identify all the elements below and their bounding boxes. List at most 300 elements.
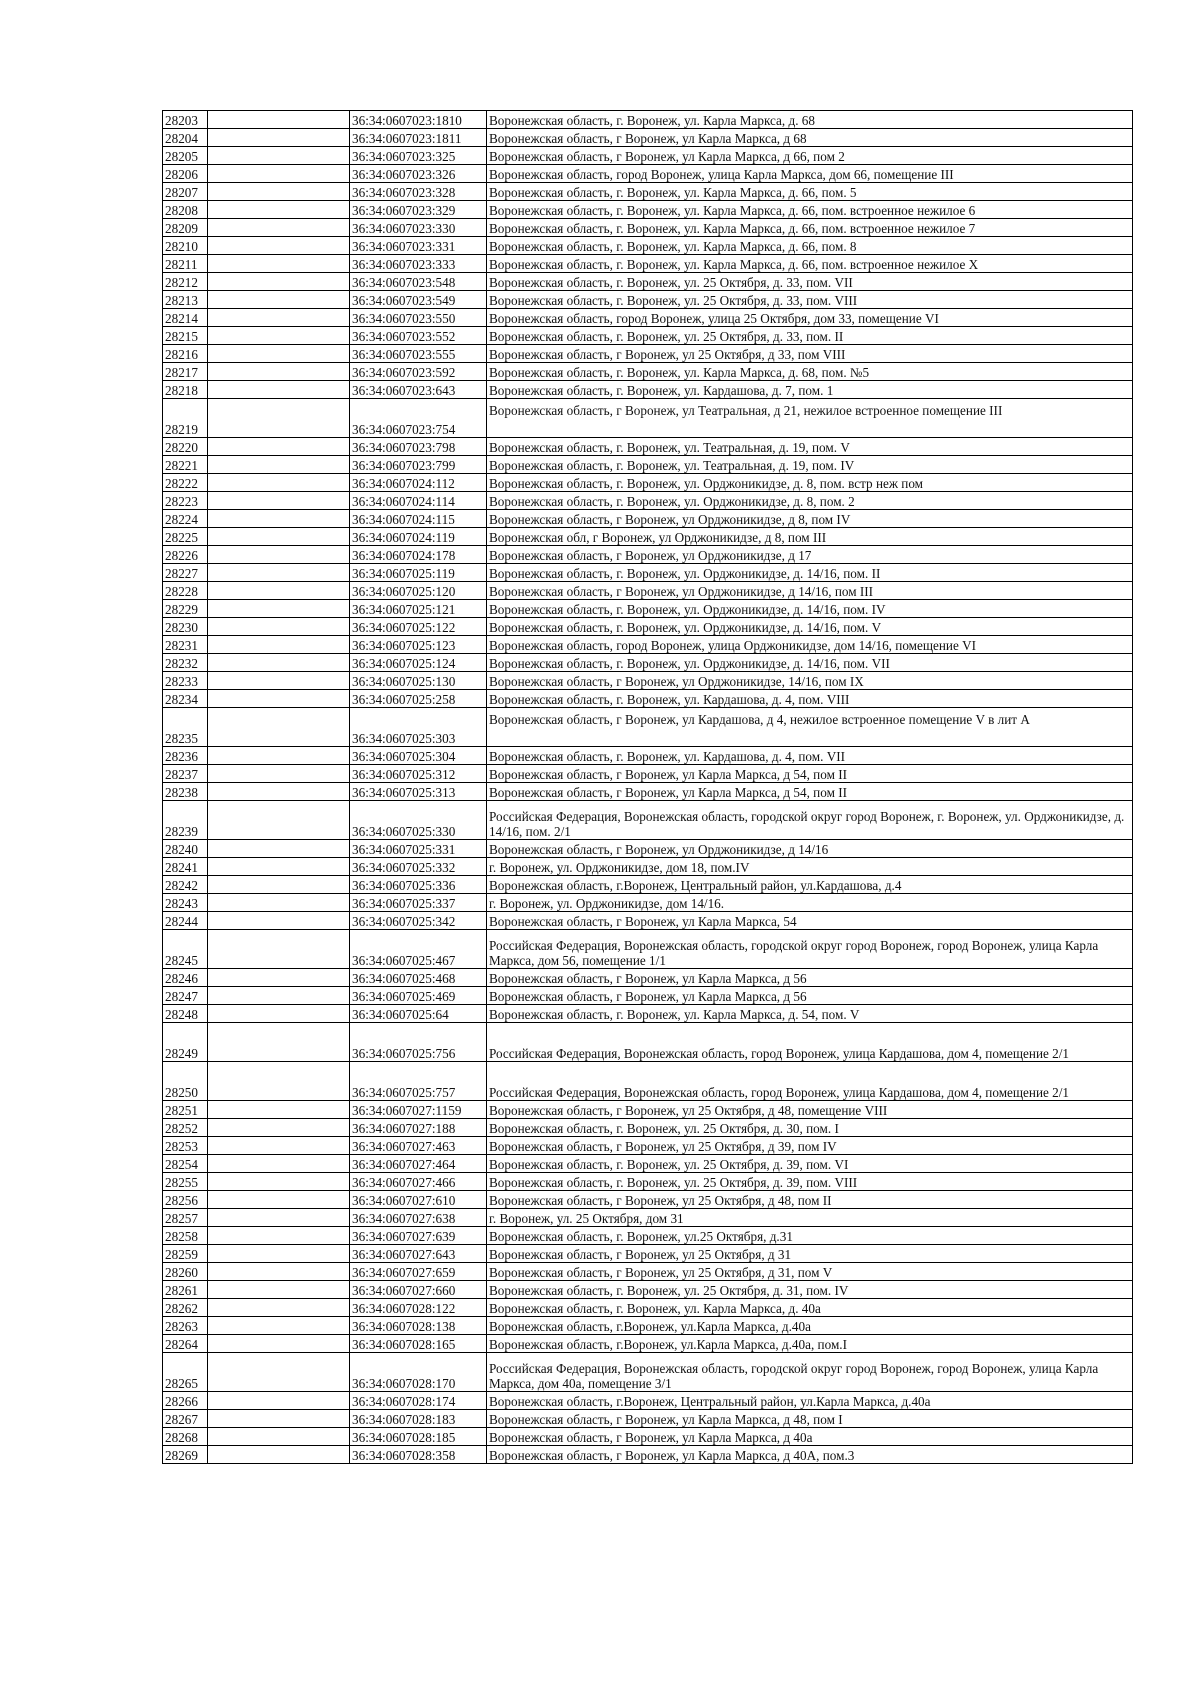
cadastral-number-cell: 36:34:0607023:549 — [350, 291, 487, 309]
cadastral-number-cell: 36:34:0607028:174 — [350, 1392, 487, 1410]
cadastral-number-cell: 36:34:0607024:112 — [350, 474, 487, 492]
empty-cell — [208, 381, 350, 399]
table-row — [163, 1245, 1133, 1263]
table-row — [163, 309, 1133, 327]
table-row — [163, 456, 1133, 474]
table-row — [163, 840, 1133, 858]
empty-cell — [208, 582, 350, 600]
empty-cell — [208, 876, 350, 894]
table-row — [163, 1428, 1133, 1446]
cadastral-number-cell: 36:34:0607025:312 — [350, 765, 487, 783]
cadastral-number-cell: 36:34:0607028:183 — [350, 1410, 487, 1428]
cadastral-number-cell: 36:34:0607023:331 — [350, 237, 487, 255]
cadastral-number-cell: 36:34:0607025:469 — [350, 987, 487, 1005]
cadastral-number-cell: 36:34:0607025:64 — [350, 1005, 487, 1023]
address-cell: г. Воронеж, ул. 25 Октября, дом 31 — [487, 1209, 1133, 1227]
address-cell: Российская Федерация, Воронежская область, городской округ город Воронеж, г. Воронеж, ул. Орджоникидзе, д. 14/16, пом. 2/1 — [487, 801, 1133, 840]
row-number-cell: 28264 — [163, 1335, 208, 1353]
row-number-cell: 28262 — [163, 1299, 208, 1317]
empty-cell — [208, 456, 350, 474]
empty-cell — [208, 399, 350, 438]
empty-cell — [208, 219, 350, 237]
empty-cell — [208, 1410, 350, 1428]
address-cell: Воронежская область, г. Воронеж, ул. Карла Маркса, д. 66, пом. 8 — [487, 237, 1133, 255]
address-cell: г. Воронеж, ул. Орджоникидзе, дом 14/16. — [487, 894, 1133, 912]
empty-cell — [208, 1263, 350, 1281]
row-number-cell: 28249 — [163, 1023, 208, 1062]
empty-cell — [208, 510, 350, 528]
address-cell: Воронежская область, г Воронеж, ул Орджоникидзе, 14/16, пом IX — [487, 672, 1133, 690]
row-number-cell: 28231 — [163, 636, 208, 654]
row-number-cell: 28216 — [163, 345, 208, 363]
table-row — [163, 1410, 1133, 1428]
row-number-cell: 28208 — [163, 201, 208, 219]
address-cell: Воронежская область, г. Воронеж, ул. 25 Октября, д. 33, пом. VIII — [487, 291, 1133, 309]
table-row — [163, 1227, 1133, 1245]
empty-cell — [208, 1005, 350, 1023]
address-cell: Воронежская область, г. Воронеж, ул. Карла Маркса, д. 40а — [487, 1299, 1133, 1317]
address-cell: Воронежская область, г. Воронеж, ул. 25 Октября, д. 39, пом. VI — [487, 1155, 1133, 1173]
table-row — [163, 987, 1133, 1005]
address-cell: Воронежская область, г. Воронеж, ул. Карла Маркса, д. 66, пом. 5 — [487, 183, 1133, 201]
row-number-cell: 28241 — [163, 858, 208, 876]
row-number-cell: 28223 — [163, 492, 208, 510]
empty-cell — [208, 1119, 350, 1137]
table-row — [163, 894, 1133, 912]
table-row — [163, 528, 1133, 546]
address-cell: Воронежская область, г Воронеж, ул Орджоникидзе, д 8, пом IV — [487, 510, 1133, 528]
table-row — [163, 582, 1133, 600]
table-row — [163, 708, 1133, 747]
cadastral-number-cell: 36:34:0607023:328 — [350, 183, 487, 201]
empty-cell — [208, 474, 350, 492]
row-number-cell: 28227 — [163, 564, 208, 582]
table-row — [163, 564, 1133, 582]
cadastral-number-cell: 36:34:0607024:119 — [350, 528, 487, 546]
address-cell: Воронежская область, г Воронеж, ул Карла Маркса, д 56 — [487, 969, 1133, 987]
address-cell: Воронежская область, г Воронеж, ул 25 Октября, д 31, пом V — [487, 1263, 1133, 1281]
table-row — [163, 291, 1133, 309]
table-row — [163, 1335, 1133, 1353]
address-cell: Воронежская область, г. Воронеж, ул. Карла Маркса, д. 54, пом. V — [487, 1005, 1133, 1023]
row-number-cell: 28221 — [163, 456, 208, 474]
table-row — [163, 1317, 1133, 1335]
empty-cell — [208, 747, 350, 765]
table-row — [163, 765, 1133, 783]
table-row — [163, 747, 1133, 765]
table-row — [163, 1353, 1133, 1392]
table-row — [163, 492, 1133, 510]
cadastral-number-cell: 36:34:0607025:122 — [350, 618, 487, 636]
cadastral-number-cell: 36:34:0607023:798 — [350, 438, 487, 456]
empty-cell — [208, 363, 350, 381]
row-number-cell: 28256 — [163, 1191, 208, 1209]
address-cell: Воронежская область, г Воронеж, ул Карла Маркса, д 48, пом I — [487, 1410, 1133, 1428]
table-row — [163, 1281, 1133, 1299]
empty-cell — [208, 564, 350, 582]
table-row — [163, 111, 1133, 129]
address-cell: Воронежская область, г. Воронеж, ул. 25 Октября, д. 33, пом. VII — [487, 273, 1133, 291]
cadastral-number-cell: 36:34:0607025:303 — [350, 708, 487, 747]
table-row — [163, 1062, 1133, 1101]
table-row — [163, 912, 1133, 930]
empty-cell — [208, 1137, 350, 1155]
cadastral-number-cell: 36:34:0607023:592 — [350, 363, 487, 381]
cadastral-number-cell: 36:34:0607023:555 — [350, 345, 487, 363]
address-cell: Воронежская область, г Воронеж, ул Театральная, д 21, нежилое встроенное помещение III — [487, 399, 1133, 438]
row-number-cell: 28261 — [163, 1281, 208, 1299]
table-row — [163, 237, 1133, 255]
address-cell: Воронежская область, г Воронеж, ул 25 Октября, д 39, пом IV — [487, 1137, 1133, 1155]
table-row — [163, 783, 1133, 801]
table-row — [163, 600, 1133, 618]
cadastral-number-cell: 36:34:0607025:331 — [350, 840, 487, 858]
empty-cell — [208, 438, 350, 456]
row-number-cell: 28228 — [163, 582, 208, 600]
row-number-cell: 28266 — [163, 1392, 208, 1410]
address-cell: Воронежская область, г. Воронеж, ул.25 Октября, д.31 — [487, 1227, 1133, 1245]
cadastral-number-cell: 36:34:0607025:313 — [350, 783, 487, 801]
cadastral-number-cell: 36:34:0607028:185 — [350, 1428, 487, 1446]
address-cell: Воронежская область, г Воронеж, ул Орджоникидзе, д 14/16, пом III — [487, 582, 1133, 600]
address-cell: Российская Федерация, Воронежская область, городской округ город Воронеж, город Воронеж, улица Карла Маркса, дом 40а, помещение 3/1 — [487, 1353, 1133, 1392]
address-cell: Воронежская область, г. Воронеж, ул. Кардашова, д. 4, пом. VII — [487, 747, 1133, 765]
table-row — [163, 1005, 1133, 1023]
empty-cell — [208, 111, 350, 129]
empty-cell — [208, 858, 350, 876]
empty-cell — [208, 345, 350, 363]
row-number-cell: 28237 — [163, 765, 208, 783]
cadastral-number-cell: 36:34:0607025:120 — [350, 582, 487, 600]
cadastral-number-cell: 36:34:0607023:329 — [350, 201, 487, 219]
cadastral-number-cell: 36:34:0607027:638 — [350, 1209, 487, 1227]
empty-cell — [208, 165, 350, 183]
address-cell: Российская Федерация, Воронежская область, город Воронеж, улица Кардашова, дом 4, помещение 2/1 — [487, 1062, 1133, 1101]
empty-cell — [208, 636, 350, 654]
empty-cell — [208, 708, 350, 747]
cadastral-number-cell: 36:34:0607023:552 — [350, 327, 487, 345]
address-cell: Воронежская область, г Воронеж, ул Карла Маркса, д 40А, пом.3 — [487, 1446, 1133, 1464]
row-number-cell: 28255 — [163, 1173, 208, 1191]
empty-cell — [208, 618, 350, 636]
address-cell: Воронежская область, г Воронеж, ул Карла Маркса, д 54, пом II — [487, 783, 1133, 801]
empty-cell — [208, 291, 350, 309]
table-row — [163, 1137, 1133, 1155]
table-row — [163, 363, 1133, 381]
table-row — [163, 1119, 1133, 1137]
empty-cell — [208, 912, 350, 930]
address-cell: Воронежская область, г Воронеж, ул Карла Маркса, д 40а — [487, 1428, 1133, 1446]
cadastral-number-cell: 36:34:0607028:358 — [350, 1446, 487, 1464]
address-cell: Воронежская область, г Воронеж, ул Карла Маркса, д 68 — [487, 129, 1133, 147]
cadastral-number-cell: 36:34:0607023:333 — [350, 255, 487, 273]
row-number-cell: 28212 — [163, 273, 208, 291]
row-number-cell: 28269 — [163, 1446, 208, 1464]
row-number-cell: 28253 — [163, 1137, 208, 1155]
table-row — [163, 930, 1133, 969]
cadastral-number-cell: 36:34:0607027:660 — [350, 1281, 487, 1299]
row-number-cell: 28240 — [163, 840, 208, 858]
empty-cell — [208, 654, 350, 672]
cadastral-number-cell: 36:34:0607024:115 — [350, 510, 487, 528]
address-cell: Воронежская область, г.Воронеж, Центральный район, ул.Карла Маркса, д.40а — [487, 1392, 1133, 1410]
address-cell: Воронежская область, г. Воронеж, ул. Карла Маркса, д. 68 — [487, 111, 1133, 129]
cadastral-number-cell: 36:34:0607027:659 — [350, 1263, 487, 1281]
row-number-cell: 28238 — [163, 783, 208, 801]
row-number-cell: 28235 — [163, 708, 208, 747]
table-row — [163, 147, 1133, 165]
empty-cell — [208, 528, 350, 546]
table-row — [163, 1209, 1133, 1227]
row-number-cell: 28232 — [163, 654, 208, 672]
address-cell: Российская Федерация, Воронежская область, город Воронеж, улица Кардашова, дом 4, помещение 2/1 — [487, 1023, 1133, 1062]
table-row — [163, 618, 1133, 636]
row-number-cell: 28211 — [163, 255, 208, 273]
cadastral-number-cell: 36:34:0607023:1810 — [350, 111, 487, 129]
cadastral-number-cell: 36:34:0607023:548 — [350, 273, 487, 291]
table-row — [163, 876, 1133, 894]
cadastral-number-cell: 36:34:0607028:138 — [350, 1317, 487, 1335]
row-number-cell: 28257 — [163, 1209, 208, 1227]
table-row — [163, 1173, 1133, 1191]
cadastral-number-cell: 36:34:0607023:799 — [350, 456, 487, 474]
cadastral-number-cell: 36:34:0607023:754 — [350, 399, 487, 438]
empty-cell — [208, 1317, 350, 1335]
address-cell: Воронежская область, г. Воронеж, ул. Орджоникидзе, д. 14/16, пом. VII — [487, 654, 1133, 672]
cadastral-number-cell: 36:34:0607024:114 — [350, 492, 487, 510]
cadastral-number-cell: 36:34:0607024:178 — [350, 546, 487, 564]
row-number-cell: 28218 — [163, 381, 208, 399]
cadastral-number-cell: 36:34:0607025:330 — [350, 801, 487, 840]
cadastral-number-cell: 36:34:0607025:342 — [350, 912, 487, 930]
cadastral-number-cell: 36:34:0607025:123 — [350, 636, 487, 654]
row-number-cell: 28217 — [163, 363, 208, 381]
table-row — [163, 345, 1133, 363]
cadastral-number-cell: 36:34:0607023:330 — [350, 219, 487, 237]
cadastral-number-cell: 36:34:0607028:122 — [350, 1299, 487, 1317]
row-number-cell: 28233 — [163, 672, 208, 690]
row-number-cell: 28219 — [163, 399, 208, 438]
cadastral-number-cell: 36:34:0607025:468 — [350, 969, 487, 987]
table-row — [163, 672, 1133, 690]
row-number-cell: 28250 — [163, 1062, 208, 1101]
cadastral-number-cell: 36:34:0607023:326 — [350, 165, 487, 183]
address-cell: Воронежская область, г Воронеж, ул Карла Маркса, 54 — [487, 912, 1133, 930]
table-row — [163, 969, 1133, 987]
table-row — [163, 129, 1133, 147]
address-cell: Воронежская область, г. Воронеж, ул. 25 Октября, д. 30, пом. I — [487, 1119, 1133, 1137]
row-number-cell: 28224 — [163, 510, 208, 528]
row-number-cell: 28229 — [163, 600, 208, 618]
cadastral-number-cell: 36:34:0607025:258 — [350, 690, 487, 708]
address-cell: Воронежская область, г Воронеж, ул Орджоникидзе, д 17 — [487, 546, 1133, 564]
empty-cell — [208, 600, 350, 618]
row-number-cell: 28248 — [163, 1005, 208, 1023]
address-cell: Воронежская область, г. Воронеж, ул. Карла Маркса, д. 68, пом. №5 — [487, 363, 1133, 381]
cadastral-number-cell: 36:34:0607025:124 — [350, 654, 487, 672]
address-cell: Воронежская область, г Воронеж, ул 25 Октября, д 48, пом II — [487, 1191, 1133, 1209]
empty-cell — [208, 492, 350, 510]
address-cell: Воронежская область, г Воронеж, ул Карла Маркса, д 66, пом 2 — [487, 147, 1133, 165]
address-cell: Воронежская область, город Воронеж, улица Орджоникидзе, дом 14/16, помещение VI — [487, 636, 1133, 654]
cadastral-number-cell: 36:34:0607025:119 — [350, 564, 487, 582]
empty-cell — [208, 1335, 350, 1353]
table-row — [163, 510, 1133, 528]
address-cell: г. Воронеж, ул. Орджоникидзе, дом 18, пом.IV — [487, 858, 1133, 876]
table-row — [163, 1023, 1133, 1062]
row-number-cell: 28206 — [163, 165, 208, 183]
empty-cell — [208, 930, 350, 969]
row-number-cell: 28239 — [163, 801, 208, 840]
empty-cell — [208, 309, 350, 327]
empty-cell — [208, 1191, 350, 1209]
table-row — [163, 165, 1133, 183]
address-cell: Воронежская область, г Воронеж, ул Карла Маркса, д 54, пом II — [487, 765, 1133, 783]
cadastral-number-cell: 36:34:0607027:643 — [350, 1245, 487, 1263]
row-number-cell: 28242 — [163, 876, 208, 894]
empty-cell — [208, 1062, 350, 1101]
empty-cell — [208, 273, 350, 291]
address-cell: Воронежская область, г. Воронеж, ул. Карла Маркса, д. 66, пом. встроенное нежилое 6 — [487, 201, 1133, 219]
cadastral-number-cell: 36:34:0607027:639 — [350, 1227, 487, 1245]
row-number-cell: 28220 — [163, 438, 208, 456]
table-row — [163, 399, 1133, 438]
empty-cell — [208, 183, 350, 201]
cadastral-number-cell: 36:34:0607025:756 — [350, 1023, 487, 1062]
address-cell: Воронежская обл, г Воронеж, ул Орджоникидзе, д 8, пом III — [487, 528, 1133, 546]
row-number-cell: 28245 — [163, 930, 208, 969]
address-cell: Воронежская область, г. Воронеж, ул. Орджоникидзе, д. 14/16, пом. II — [487, 564, 1133, 582]
address-cell: Воронежская область, г Воронеж, ул 25 Октября, д 31 — [487, 1245, 1133, 1263]
row-number-cell: 28207 — [163, 183, 208, 201]
row-number-cell: 28205 — [163, 147, 208, 165]
row-number-cell: 28222 — [163, 474, 208, 492]
empty-cell — [208, 546, 350, 564]
empty-cell — [208, 1173, 350, 1191]
empty-cell — [208, 1281, 350, 1299]
table-row — [163, 546, 1133, 564]
address-cell: Воронежская область, г. Воронеж, ул. Карла Маркса, д. 66, пом. встроенное нежилое 7 — [487, 219, 1133, 237]
registry-table-body — [163, 111, 1133, 1464]
address-cell: Воронежская область, г. Воронеж, ул. 25 Октября, д. 31, пом. IV — [487, 1281, 1133, 1299]
cadastral-number-cell: 36:34:0607023:1811 — [350, 129, 487, 147]
row-number-cell: 28246 — [163, 969, 208, 987]
table-row — [163, 219, 1133, 237]
registry-table — [162, 110, 1133, 1464]
address-cell: Воронежская область, г. Воронеж, ул. Орджоникидзе, д. 14/16, пом. IV — [487, 600, 1133, 618]
row-number-cell: 28204 — [163, 129, 208, 147]
address-cell: Воронежская область, г. Воронеж, ул. Театральная, д. 19, пом. IV — [487, 456, 1133, 474]
row-number-cell: 28234 — [163, 690, 208, 708]
empty-cell — [208, 783, 350, 801]
address-cell: Российская Федерация, Воронежская область, городской округ город Воронеж, город Воронеж, улица Карла Маркса, дом 56, помещение 1/1 — [487, 930, 1133, 969]
table-row — [163, 273, 1133, 291]
row-number-cell: 28225 — [163, 528, 208, 546]
cadastral-number-cell: 36:34:0607027:1159 — [350, 1101, 487, 1119]
address-cell: Воронежская область, г. Воронеж, ул. Театральная, д. 19, пом. V — [487, 438, 1133, 456]
empty-cell — [208, 1428, 350, 1446]
empty-cell — [208, 1155, 350, 1173]
address-cell: Воронежская область, г. Воронеж, ул. Орджоникидзе, д. 8, пом. встр неж пом — [487, 474, 1133, 492]
address-cell: Воронежская область, г.Воронеж, ул.Карла Маркса, д.40а, пом.I — [487, 1335, 1133, 1353]
empty-cell — [208, 1023, 350, 1062]
row-number-cell: 28265 — [163, 1353, 208, 1392]
address-cell: Воронежская область, г. Воронеж, ул. Орджоникидзе, д. 14/16, пом. V — [487, 618, 1133, 636]
cadastral-number-cell: 36:34:0607023:325 — [350, 147, 487, 165]
table-row — [163, 438, 1133, 456]
row-number-cell: 28230 — [163, 618, 208, 636]
row-number-cell: 28254 — [163, 1155, 208, 1173]
row-number-cell: 28203 — [163, 111, 208, 129]
row-number-cell: 28260 — [163, 1263, 208, 1281]
address-cell: Воронежская область, г. Воронеж, ул. 25 Октября, д. 39, пом. VIII — [487, 1173, 1133, 1191]
address-cell: Воронежская область, г. Воронеж, ул. 25 Октября, д. 33, пом. II — [487, 327, 1133, 345]
row-number-cell: 28214 — [163, 309, 208, 327]
row-number-cell: 28213 — [163, 291, 208, 309]
address-cell: Воронежская область, г.Воронеж, Центральный район, ул.Кардашова, д.4 — [487, 876, 1133, 894]
empty-cell — [208, 237, 350, 255]
row-number-cell: 28210 — [163, 237, 208, 255]
empty-cell — [208, 969, 350, 987]
row-number-cell: 28268 — [163, 1428, 208, 1446]
empty-cell — [208, 894, 350, 912]
address-cell: Воронежская область, г Воронеж, ул Орджоникидзе, д 14/16 — [487, 840, 1133, 858]
empty-cell — [208, 201, 350, 219]
cadastral-number-cell: 36:34:0607027:610 — [350, 1191, 487, 1209]
row-number-cell: 28236 — [163, 747, 208, 765]
address-cell: Воронежская область, г. Воронеж, ул. Кардашова, д. 4, пом. VIII — [487, 690, 1133, 708]
empty-cell — [208, 327, 350, 345]
table-row — [163, 1191, 1133, 1209]
row-number-cell: 28244 — [163, 912, 208, 930]
address-cell: Воронежская область, г. Воронеж, ул. Кардашова, д. 7, пом. 1 — [487, 381, 1133, 399]
empty-cell — [208, 129, 350, 147]
empty-cell — [208, 987, 350, 1005]
table-row — [163, 381, 1133, 399]
row-number-cell: 28258 — [163, 1227, 208, 1245]
cadastral-number-cell: 36:34:0607025:130 — [350, 672, 487, 690]
cadastral-number-cell: 36:34:0607025:304 — [350, 747, 487, 765]
table-row — [163, 1392, 1133, 1410]
table-row — [163, 474, 1133, 492]
cadastral-number-cell: 36:34:0607025:757 — [350, 1062, 487, 1101]
row-number-cell: 28243 — [163, 894, 208, 912]
table-row — [163, 690, 1133, 708]
cadastral-number-cell: 36:34:0607023:550 — [350, 309, 487, 327]
table-row — [163, 255, 1133, 273]
empty-cell — [208, 1446, 350, 1464]
empty-cell — [208, 255, 350, 273]
table-row — [163, 183, 1133, 201]
address-cell: Воронежская область, г. Воронеж, ул. Орджоникидзе, д. 8, пом. 2 — [487, 492, 1133, 510]
cadastral-number-cell: 36:34:0607025:332 — [350, 858, 487, 876]
address-cell: Воронежская область, г. Воронеж, ул. Карла Маркса, д. 66, пом. встроенное нежилое Х — [487, 255, 1133, 273]
empty-cell — [208, 801, 350, 840]
table-row — [163, 201, 1133, 219]
address-cell: Воронежская область, г Воронеж, ул 25 Октября, д 48, помещение VIII — [487, 1101, 1133, 1119]
empty-cell — [208, 1299, 350, 1317]
row-number-cell: 28259 — [163, 1245, 208, 1263]
table-row — [163, 327, 1133, 345]
empty-cell — [208, 1392, 350, 1410]
cadastral-number-cell: 36:34:0607027:463 — [350, 1137, 487, 1155]
row-number-cell: 28263 — [163, 1317, 208, 1335]
cadastral-number-cell: 36:34:0607025:337 — [350, 894, 487, 912]
empty-cell — [208, 690, 350, 708]
empty-cell — [208, 1245, 350, 1263]
table-row — [163, 1446, 1133, 1464]
row-number-cell: 28252 — [163, 1119, 208, 1137]
